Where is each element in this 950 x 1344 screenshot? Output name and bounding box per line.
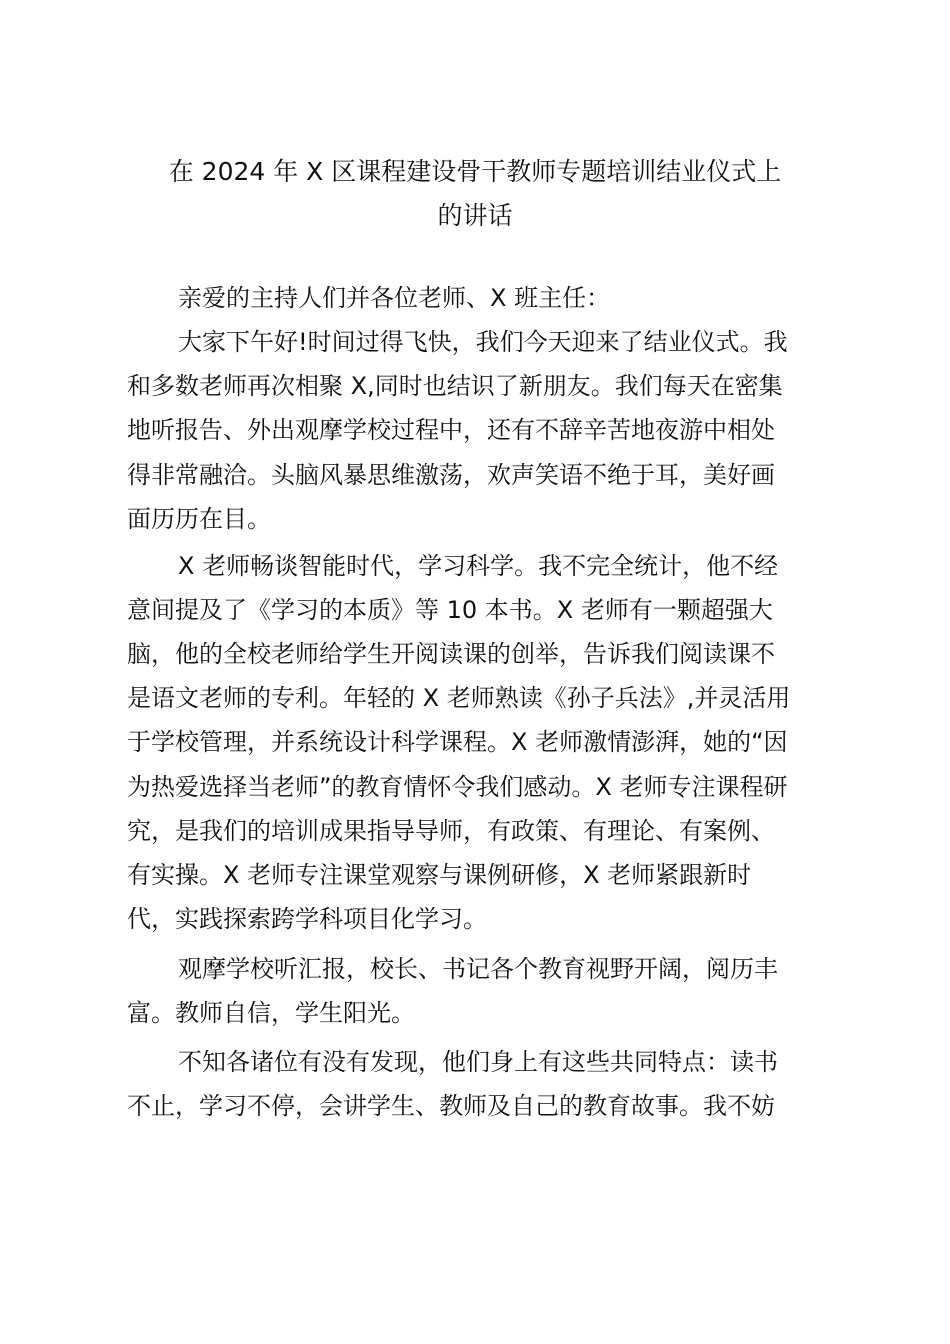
salutation: 亲爱的主持人们并各位老师、X 班主任： xyxy=(178,284,611,312)
paragraph-line: 究，是我们的培训成果指导导师，有政策、有理论、有案例、 xyxy=(127,817,775,845)
paragraph-line: 面历历在目。 xyxy=(127,505,271,533)
paragraph-line: 为热爱选择当老师”的教育情怀令我们感动。X 老师专注课程研 xyxy=(127,773,788,801)
speech-title xyxy=(125,150,825,238)
paragraph-line: 不止，学习不停，会讲学生、教师及自己的教育故事。我不妨 xyxy=(127,1092,775,1120)
paragraph-line: 大家下午好!时间过得飞快，我们今天迎来了结业仪式。我 xyxy=(178,328,788,356)
title-line-2: 的讲话 xyxy=(437,201,513,230)
paragraph-line: 代，实践探索跨学科项目化学习。 xyxy=(127,905,487,933)
paragraph-line: 脑，他的全校老师给学生开阅读课的创举，告诉我们阅读课不 xyxy=(127,640,775,668)
paragraph-line: 有实操。X 老师专注课堂观察与课例研修，X 老师紧跟新时 xyxy=(127,861,752,889)
paragraph-line: 意间提及了《学习的本质》等 10 本书。X 老师有一颗超强大 xyxy=(127,596,773,624)
paragraph-line: 不知各诸位有没有发现，他们身上有这些共同特点：读书 xyxy=(178,1048,778,1076)
paragraph-line: 观摩学校听汇报，校长、书记各个教育视野开阔，阅历丰 xyxy=(178,955,778,983)
paragraph-line: X 老师畅谈智能时代，学习科学。我不完全统计，他不经 xyxy=(178,552,779,580)
paragraph-line: 地听报告、外出观摩学校过程中，还有不辞辛苦地夜游中相处 xyxy=(127,416,775,444)
paragraph-line: 富。教师自信，学生阳光。 xyxy=(127,999,415,1027)
paragraph-line: 和多数老师再次相聚 X,同时也结识了新朋友。我们每天在密集 xyxy=(127,372,783,400)
paragraph-line: 得非常融洽。头脑风暴思维激荡，欢声笑语不绝于耳，美好画 xyxy=(127,461,775,489)
paragraph-line: 是语文老师的专利。年轻的 X 老师熟读《孙子兵法》,并灵活用 xyxy=(127,684,791,712)
paragraph-line: 于学校管理，并系统设计科学课程。X 老师激情澎湃，她的“因 xyxy=(127,728,788,756)
title-line-1: 在 2024 年 X 区课程建设骨干教师专题培训结业仪式上 xyxy=(168,157,782,186)
